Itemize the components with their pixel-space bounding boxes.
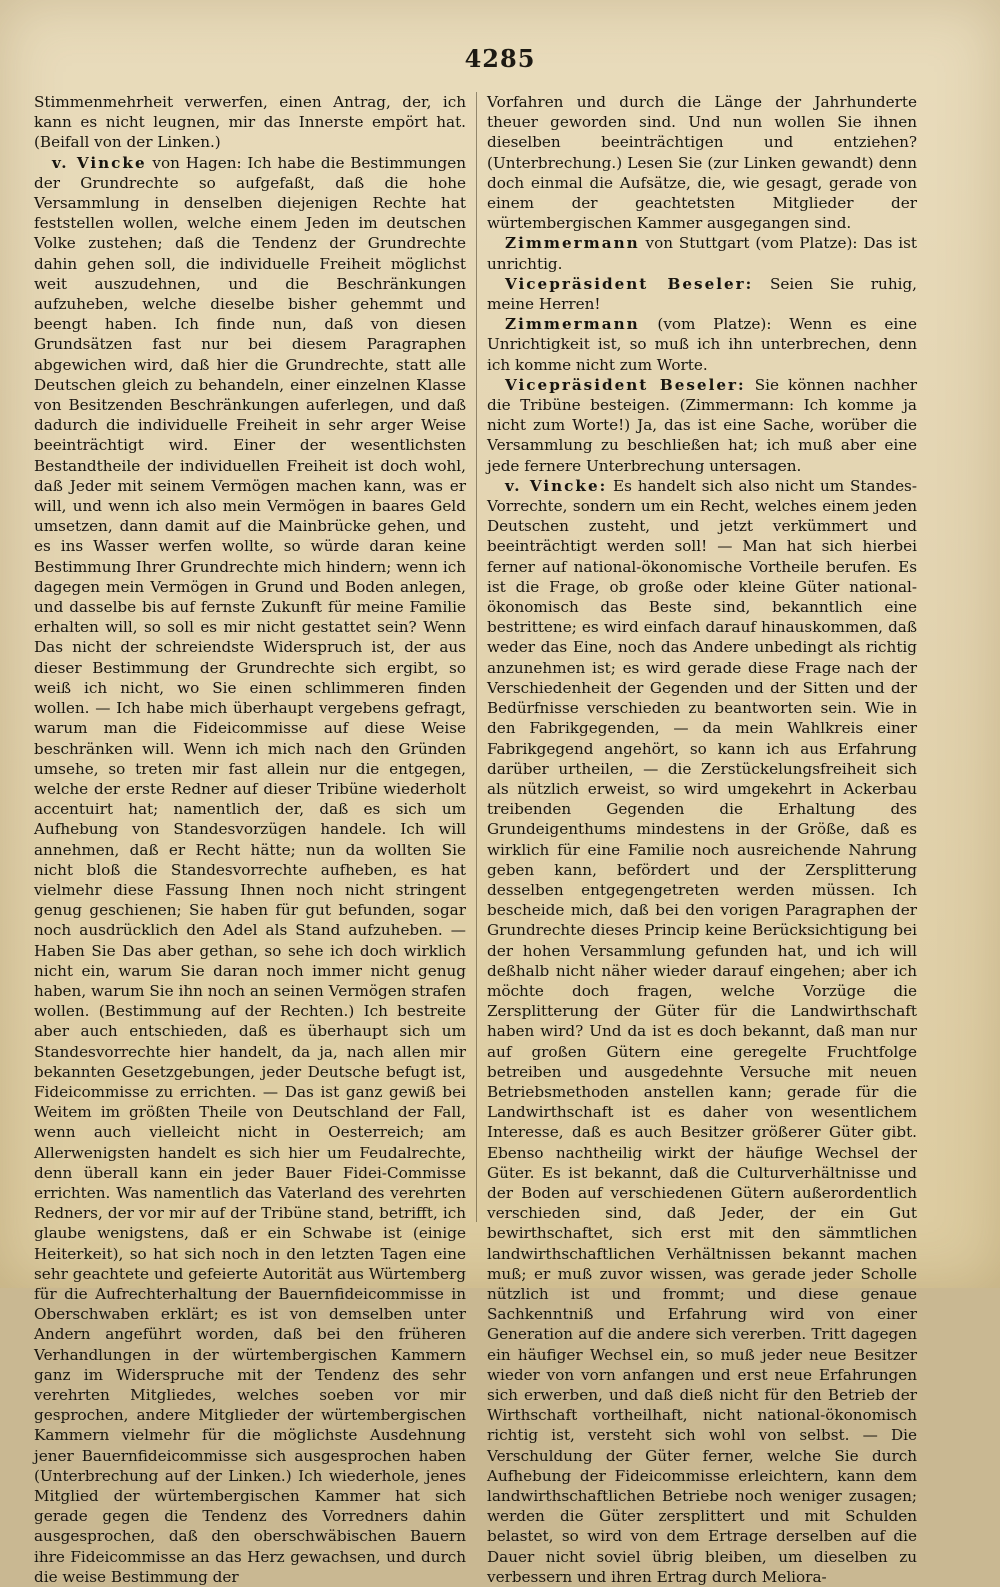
paragraph	[487, 375, 917, 476]
paragraph-text: (vom Platze): Wenn es eine Unrichtigkeit ist, so muß ich ihn unterbrechen, denn ich komme nicht zum Worte.	[487, 315, 917, 374]
left-column	[34, 92, 466, 1586]
paragraph-text: von Stuttgart (vom Platze): Das ist unrichtig.	[487, 234, 917, 273]
speaker-name: Zimmermann	[505, 315, 640, 334]
speaker-name: Vicepräsident Beseler:	[505, 375, 746, 394]
paragraph	[487, 476, 917, 1587]
paragraph	[34, 92, 466, 153]
paragraph	[487, 274, 917, 314]
paragraph	[487, 233, 917, 273]
paragraph-text: von Hagen: Ich habe die Bestimmungen der Grundrechte so aufgefaßt, daß die hohe Versammlung in denselben diejenigen Rechte hat feststellen wollen, welche einem Jeden im deutschen Volke zustehen; daß die Tendenz der Grundrechte dahin gehen soll, die individuelle Freiheit möglichst weit auszudehnen, und die Beschränkungen aufzuheben, welche dieselbe bisher gehemmt und beengt haben. Ich finde nun, daß von diesen Grundsätzen fast nur bei diesem Paragraphen abgewichen wird, daß hier die Grundrechte, statt alle Deutschen gleich zu behandeln, einer einzelnen Klasse von Besitzenden Beschränkungen auferlegen, und daß dadurch die individuelle Freiheit in sehr arger Weise beeinträchtigt wird. Einer der wesentlichsten Bestandtheile der individuellen Freiheit ist doch wohl, daß Jeder mit seinem Vermögen machen kann, was er will, und wenn ich also mein Vermögen in baares Geld umsetzen, dann damit auf die Mainbrücke gehen, und es ins Wasser werfen wollte, so würde daran keine Bestimmung Ihrer Grundrechte mich hindern; wenn ich dagegen mein Vermögen in Grund und Boden anlegen, und dasselbe bis auf fernste Zukunft für meine Familie erhalten will, so soll es mir nicht gestattet sein? Wenn Das nicht der schreiendste Widerspruch ist, der aus dieser Bestimmung der Grundrechte sich ergibt, so weiß ich nicht, wo Sie einen schlimmeren finden wollen. — Ich habe mich überhaupt vergebens gefragt, warum man die Fideicommisse auf diese Weise beschränken will. Wenn ich mich nach den Gründen umsehe, so treten mir fast allein nur die entgegen, welche der erste Redner auf dieser Tribüne wiederholt accentuirt hat; namentlich der, daß es sich um Aufhebung von Standesvorzügen handele. Ich will annehmen, daß er Recht hätte; nun da wollten Sie nicht bloß die Standesvorrechte aufheben, es hat vielmehr diese Fassung Ihnen noch nicht stringent genug geschienen; Sie haben für gut befunden, sogar noch ausdrücklich den Adel als Stand aufzuheben. — Haben Sie Das aber gethan, so sehe ich doch wirklich nicht ein, warum Sie daran noch immer nicht genug haben, warum Sie ihn noch an seinen Vermögen strafen wollen. (Bestimmung auf der Rechten.) Ich bestreite aber auch entschieden, daß es überhaupt sich um Standesvorrechte hier handelt, da ja, nach allen mir bekannten Gesetzgebungen, jeder Deutsche befugt ist, Fideicommisse zu errichten. — Das ist ganz gewiß bei Weitem im größten Theile von Deutschland der Fall, wenn auch vielleicht nicht in Oesterreich; am Allerwenigsten handelt es sich hier um Feudalrechte, denn überall kann ein jeder Bauer Fidei-Commisse errichten. Was namentlich das Vaterland des verehrten Redners, der vor mir auf der Tribüne stand, betrifft, ich glaube wenigstens, daß er ein Schwabe ist (einige Heiterkeit), so hat sich noch in den letzten Tagen eine sehr geachtete und gefeierte Autorität aus Würtemberg für die Aufrechterhaltung der Bauernfideicommisse in Oberschwaben erklärt; es ist von demselben unter Andern angeführt worden, daß bei den früheren Verhandlungen in der würtembergischen Kammern ganz im Widerspruche mit der Tendenz des sehr verehrten Mitgliedes, welches soeben vor mir gesprochen, andere Mitglieder der würtembergischen Kammern vielmehr für die möglichste Ausdehnung jener Bauernfideicommisse sich ausgesprochen haben (Unterbrechung auf der Linken.) Ich wiederhole, jenes Mitglied der würtembergischen Kammer hat sich gerade gegen die Tendenz des Vorredners dahin ausgesprochen, daß den oberschwäbischen Bauern ihre Fideicommisse an das Herz gewachsen, und durch die weise Bestimmung der	[34, 153, 466, 1586]
paragraph-text: Es handelt sich also nicht um Standes-Vorrechte, sondern um ein Recht, welches einem jeden Deutschen zusteht, und jetzt verkümmert und beeinträchtigt werden soll! — Man hat sich hierbei ferner auf national-ökonomische Vortheile berufen. Es ist die Frage, ob große oder kleine Güter national-ökonomisch das Beste sind, bekanntlich eine bestrittene; es wird einfach darauf hinauskommen, daß weder das Eine, noch das Andere unbedingt als richtig anzunehmen ist; es wird gerade diese Frage nach der Verschiedenheit der Gegenden und der Sitten und der Bedürfnisse verschieden zu beantworten sein. Wie in den Fabrikgegenden, — da mein Wahlkreis einer Fabrikgegend angehört, so kann ich aus Erfahrung darüber urtheilen, — die Zerstückelungsfreiheit sich als nützlich erweist, so wird umgekehrt in Ackerbau treibenden Gegenden die Erhaltung des Grundeigenthums mindestens in der Größe, daß es wirklich für eine Familie noch ausreichende Nahrung geben kann, befördert und der Zersplitterung desselben entgegengetreten werden müssen. Ich bescheide mich, daß bei den vorigen Paragraphen der Grundrechte dieses Princip keine Berücksichtigung bei der hohen Versammlung gefunden hat, und ich will deßhalb nicht näher wieder darauf eingehen; aber ich möchte doch fragen, welche Vorzüge die Zersplitterung der Güter für die Landwirthschaft haben wird? Und da ist es doch bekannt, daß man nur auf großen Gütern eine geregelte Fruchtfolge betreiben und ausgedehnte Versuche mit neuen Betriebsmethoden anstellen kann; gerade für die Landwirthschaft ist es daher von wesentlichem Interesse, daß es auch Besitzer größerer Güter gibt. Ebenso nachtheilig wirkt der häufige Wechsel der Güter. Es ist bekannt, daß die Culturverhältnisse und der Boden auf verschiedenen Gütern außerordentlich verschieden sind, daß Jeder, der ein Gut bewirthschaftet, sich erst mit den sämmtlichen landwirthschaftlichen Verhältnissen bekannt machen muß; er muß zuvor wissen, was gerade jeder Scholle nützlich ist und frommt; und diese genaue Sachkenntniß und Erfahrung wird von einer Generation auf die andere sich vererben. Tritt dagegen ein häufiger Wechsel ein, so muß jeder neue Besitzer wieder von vorn anfangen und erst neue Erfahrungen sich erwerben, und daß dieß nicht für den Betrieb der Wirthschaft vortheilhaft, nicht national-ökonomisch richtig ist, versteht sich wohl von selbst. — Die Verschuldung der Güter ferner, welche Sie durch Aufhebung der Fideicommisse erleichtern, kann dem landwirthschaftlichen Betriebe noch weniger zusagen; werden die Güter zersplittert und mit Schulden belastet, so wird von dem Ertrage derselben auf die Dauer nicht soviel übrig bleiben, um dieselben zu verbessern und ihren Ertrag durch Meliora-	[487, 476, 917, 1586]
speaker-name: Zimmermann	[505, 234, 640, 253]
paragraph-text: Vorfahren und durch die Länge der Jahrhunderte theuer geworden sind. Und nun wollen Sie ihnen dieselben beeinträchtigen und entziehen? (Unterbrechung.) Lesen Sie (zur Linken gewandt) denn doch einmal die Aufsätze, die, wie gesagt, gerade von einem der geachtetsten Mitglieder der würtembergischen Kammer ausgegangen sind.	[487, 93, 917, 233]
paragraph	[34, 153, 466, 1587]
column-divider	[476, 92, 477, 1222]
speaker-name: v. Vincke	[52, 153, 147, 172]
page-number: 4285	[464, 44, 536, 73]
paragraph	[487, 92, 917, 233]
paragraph	[487, 314, 917, 375]
speaker-name: v. Vincke:	[505, 476, 608, 495]
paragraph-text: Sie können nachher die Tribüne besteigen. (Zimmermann: Ich komme ja nicht zum Worte!) Ja, das ist eine Sache, worüber die Versammlung zu beschließen hat; ich muß aber eine jede fernere Unterbrechung untersagen.	[487, 375, 917, 475]
paragraph-text: Stimmenmehrheit verwerfen, einen Antrag, der, ich kann es nicht leugnen, mir das Innerste empört hat. (Beifall von der Linken.)	[34, 93, 466, 152]
right-column	[487, 92, 918, 1586]
paragraph-text: Seien Sie ruhig, meine Herren!	[487, 274, 918, 314]
speaker-name: Vicepräsident Beseler:	[505, 274, 754, 293]
